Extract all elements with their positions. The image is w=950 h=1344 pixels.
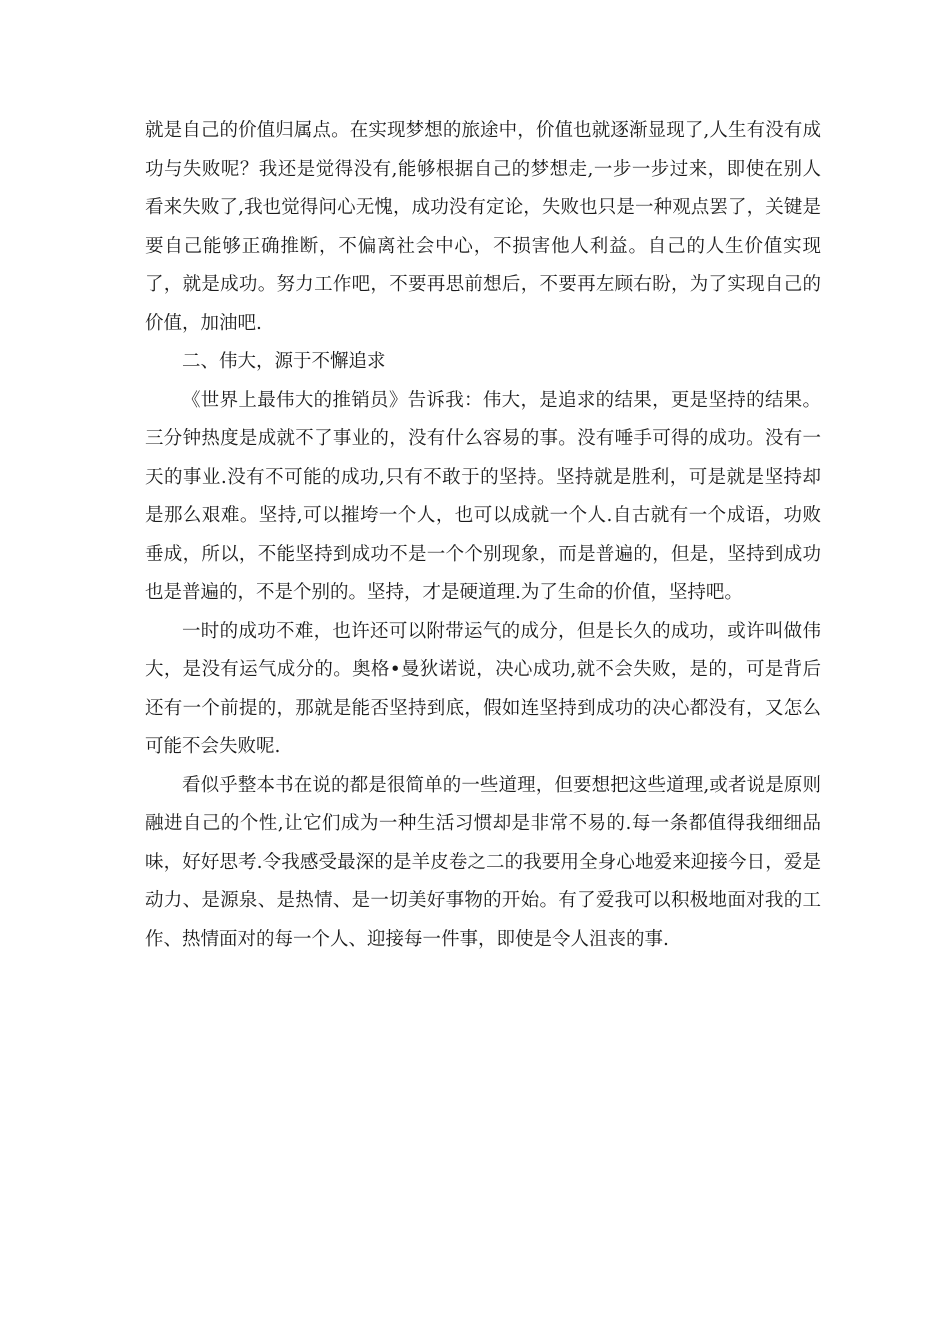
paragraph-persistence: 《世界上最伟大的推销员》告诉我：伟大，是追求的结果，更是坚持的结果。三分钟热度是成就不了事业的，没有什么容易的事。没有唾手可得的成功。没有一天的事业.没有不可能的成功,只有不敢于的坚持。坚持就是胜利，可是就是坚持却是那么艰难。坚持,可以摧垮一个人，也可以成就一个人.自古就有一个成语，功败垂成，所以，不能坚持到成功不是一个个别现象，而是普遍的，但是，坚持到成功也是普遍的，不是个别的。坚持，才是硬道理.为了生命的价值，坚持吧。 <box>145 389 821 603</box>
paragraph-reflection: 看似乎整本书在说的都是很简单的一些道理，但要想把这些道理,或者说是原则融进自己的个性,让它们成为一种生活习惯却是非常不易的.每一条都值得我细细品味，好好思考.令我感受最深的是羊皮卷之二的我要用全身心地爱来迎接今日，爱是动力、是源泉、是热情、是一切美好事物的开始。有了爱我可以积极地面对我的工作、热情面对的每一个人、迎接每一件事，即使是令人沮丧的事. <box>145 774 821 950</box>
paragraph-lasting-success: 一时的成功不难，也许还可以附带运气的成分，但是长久的成功，或许叫做伟大，是没有运气成分的。奥格•曼狄诺说，决心成功,就不会失败，是的，可是背后还有一个前提的，那就是能否坚持到底，假如连坚持到成功的决心都没有，又怎么可能不会失败呢. <box>145 620 821 757</box>
section-heading-greatness: 二、伟大，源于不懈追求 <box>182 351 386 372</box>
paragraph-value-of-success: 就是自己的价值归属点。在实现梦想的旅途中，价值也就逐渐显现了,人生有没有成功与失败呢？我还是觉得没有,能够根据自己的梦想走,一步一步过来，即使在别人看来失败了,我也觉得问心无愧，成功没有定论，失败也只是一种观点罢了，关键是要自己能够正确推断，不偏离社会中心，不损害他人利益。自己的人生价值实现了，就是成功。努力工作吧，不要再思前想后，不要再左顾右盼，为了实现自己的价值，加油吧. <box>145 120 821 334</box>
document-body <box>145 112 821 959</box>
